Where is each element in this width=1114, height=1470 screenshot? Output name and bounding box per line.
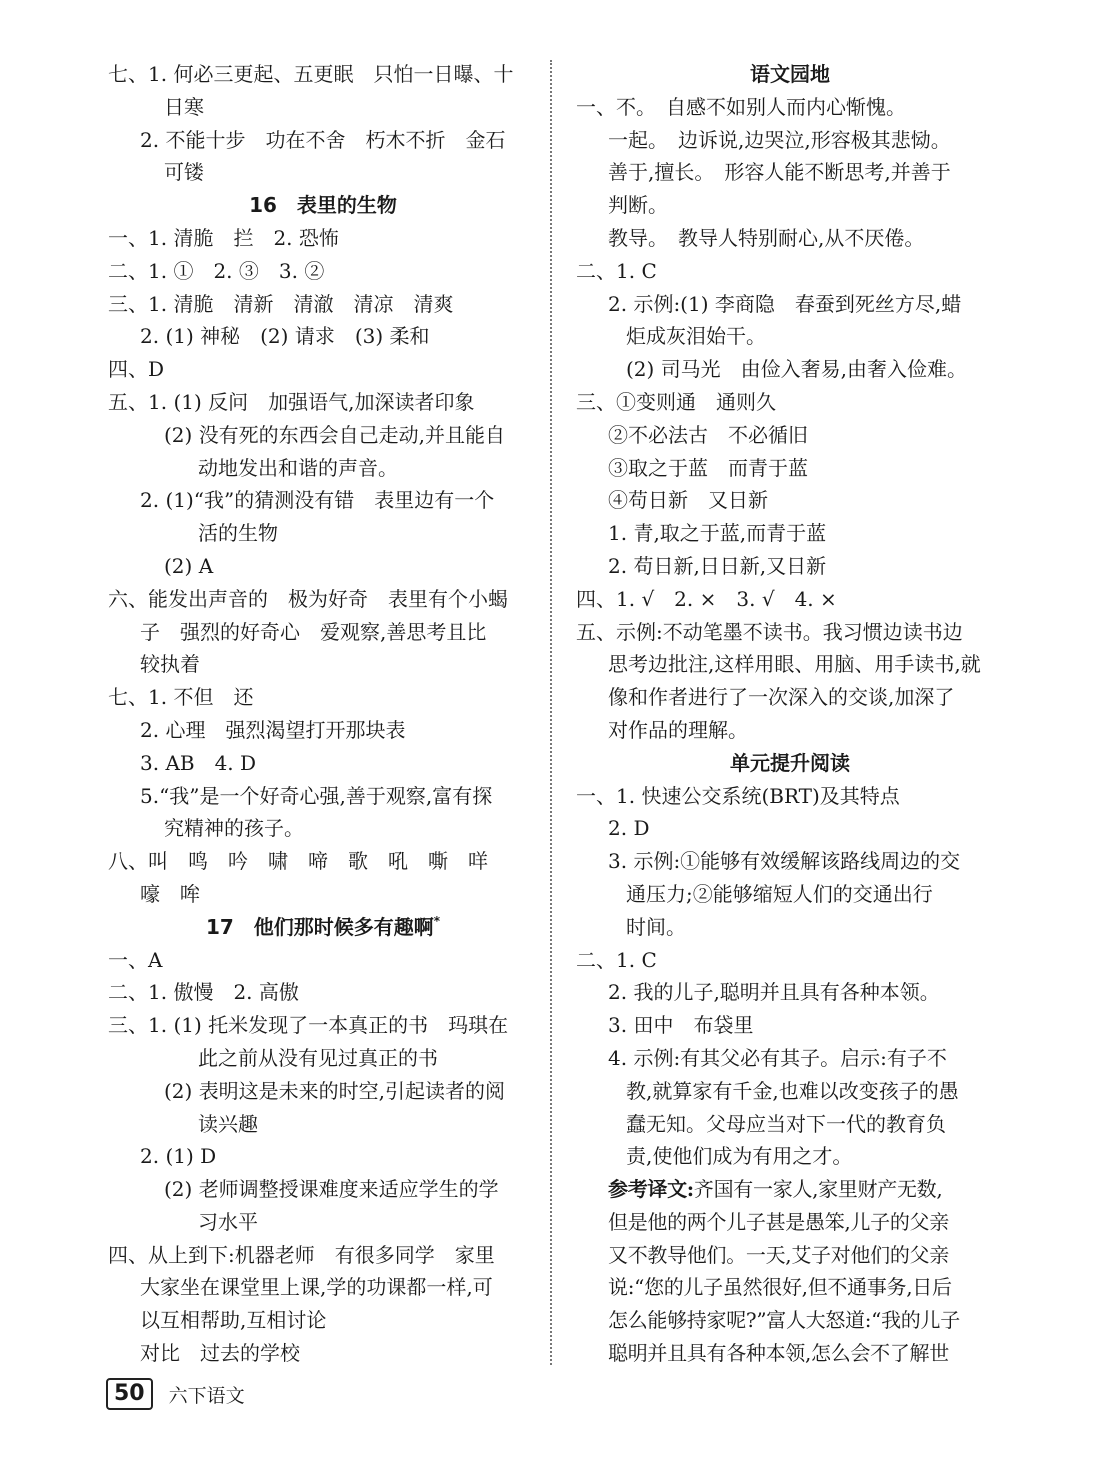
- answer-line: [108, 812, 538, 845]
- answer-text: 嚎 哞: [140, 881, 200, 906]
- answer-text: 怎么能够持家呢?”富人大怒道:“我的儿子: [608, 1308, 960, 1333]
- answer-line: [108, 976, 538, 1009]
- answer-line: [576, 156, 1004, 189]
- answer-text: 像和作者进行了一次深入的交谈,加深了: [608, 685, 955, 710]
- answer-text: 活的生物: [198, 521, 278, 546]
- answer-text: 2. 示例:(1) 李商隐 春蚕到死丝方尽,蜡: [608, 291, 962, 316]
- answer-text: 五、示例:不动笔墨不读书。我习惯边读书边: [576, 619, 963, 644]
- answer-text: 但是他的两个儿子甚是愚笨,儿子的父亲: [608, 1209, 949, 1234]
- answer-text: (2) 司马光 由俭入奢易,由奢入俭难。: [626, 357, 968, 382]
- answer-line: [576, 189, 1004, 222]
- section-heading-text: 16 表里的生物: [249, 193, 397, 218]
- answer-line: [108, 58, 538, 91]
- answer-text: 通压力;②能够缩短人们的交通出行: [626, 881, 933, 906]
- answer-line: [576, 91, 1004, 124]
- answer-line: [576, 1337, 1004, 1370]
- answer-line: [108, 288, 538, 321]
- answer-line: [108, 616, 538, 649]
- answer-line: [108, 386, 538, 419]
- answer-text: 三、1. (1) 托米发现了一本真正的书 玛琪在: [108, 1013, 509, 1038]
- answer-line: [108, 452, 538, 485]
- answer-line: [108, 1304, 538, 1337]
- answer-line: [108, 1239, 538, 1272]
- answer-text: 二、1. ① 2. ③ 3. ②: [108, 258, 325, 283]
- answer-line: [108, 1075, 538, 1108]
- section-heading-text: 17 他们那时候多有趣啊: [205, 914, 434, 939]
- answer-text: 一起。 边诉说,边哭泣,形容极其悲恸。: [608, 127, 951, 152]
- answer-text: (2) 没有死的东西会自己走动,并且能自: [164, 422, 506, 447]
- answer-text: (2) 表明这是未来的时空,引起读者的阅: [164, 1078, 506, 1103]
- answer-text: (2) 老师调整授课难度来适应学生的学: [164, 1177, 499, 1202]
- answer-text: 一、1. 快速公交系统(BRT)及其特点: [576, 783, 900, 808]
- answer-line: [108, 1140, 538, 1173]
- answer-text: 六、能发出声音的 极为好奇 表里有个小蝎: [108, 586, 508, 611]
- answer-line: [108, 320, 538, 353]
- answer-line: [576, 583, 1004, 616]
- answer-text: 齐国有一家人,家里财产无数,: [693, 1177, 943, 1202]
- answer-line: [108, 1206, 538, 1239]
- answer-line: [576, 976, 1004, 1009]
- answer-line: [108, 845, 538, 878]
- answer-line: [108, 484, 538, 517]
- answer-text: 对比 过去的学校: [140, 1341, 300, 1366]
- answer-line: [108, 780, 538, 813]
- answer-text: 3. 示例:①能够有效缓解该路线周边的交: [608, 849, 961, 874]
- answer-text: ③取之于蓝 而青于蓝: [608, 455, 808, 480]
- answer-text: 2. (1)“我”的猜测没有错 表里边有一个: [140, 488, 495, 513]
- answer-text: 五、1. (1) 反问 加强语气,加深读者印象: [108, 389, 475, 414]
- answer-text: 聪明并且具有各种本领,怎么会不了解世: [608, 1341, 949, 1366]
- answer-line: [108, 944, 538, 977]
- page-number: 50: [106, 1378, 153, 1410]
- answer-text: 可镂: [164, 160, 204, 185]
- answer-line: [576, 1009, 1004, 1042]
- answer-text: 动地发出和谐的声音。: [198, 455, 398, 480]
- answer-text: ②不必法古 不必循旧: [608, 422, 808, 447]
- answer-line: [108, 583, 538, 616]
- answer-line: [108, 1271, 538, 1304]
- answer-text: 较执着: [140, 652, 200, 677]
- answer-line: [108, 1108, 538, 1141]
- answer-line: [576, 1173, 1004, 1206]
- answer-line: [576, 812, 1004, 845]
- answer-text: 子 强烈的好奇心 爱观察,善思考且比: [140, 619, 487, 644]
- column-divider: [550, 60, 552, 1365]
- answer-text: 炬成灰泪始干。: [626, 324, 766, 349]
- answer-text: 八、叫 鸣 吟 啸 啼 歌 吼 嘶 咩: [108, 849, 488, 874]
- answer-text: 三、①变则通 通则久: [576, 389, 776, 414]
- answer-line: [108, 648, 538, 681]
- answer-line: [576, 944, 1004, 977]
- section-heading-text: 语文园地: [750, 62, 830, 86]
- answer-text: 2. (1) D: [140, 1144, 217, 1169]
- answer-text: 2. D: [608, 816, 650, 841]
- answer-text: 1. 青,取之于蓝,而青于蓝: [608, 521, 827, 546]
- answer-text: 此之前从没有见过真正的书: [198, 1045, 438, 1070]
- answer-line: [576, 1239, 1004, 1272]
- answer-text: 习水平: [198, 1209, 258, 1234]
- answer-text: 说:“您的儿子虽然很好,但不通事务,日后: [608, 1275, 952, 1300]
- answer-line: [576, 288, 1004, 321]
- section-heading: [108, 189, 538, 222]
- answer-text: ④苟日新 又日新: [608, 488, 768, 513]
- answer-text: 四、D: [108, 357, 165, 382]
- answer-text: 2. (1) 神秘 (2) 请求 (3) 柔和: [140, 324, 430, 349]
- answer-line: [108, 1009, 538, 1042]
- answer-line: [576, 1108, 1004, 1141]
- answer-line: [576, 911, 1004, 944]
- answer-text: 蠢无知。父母应当对下一代的教育负: [626, 1111, 946, 1136]
- answer-line: [576, 550, 1004, 583]
- heading-asterisk: *: [433, 913, 441, 928]
- answer-text: 责,使他们成为有用之才。: [626, 1144, 853, 1169]
- answer-line: [576, 1075, 1004, 1108]
- answer-line: [108, 550, 538, 583]
- answer-line: [576, 1042, 1004, 1075]
- answer-line: [108, 1042, 538, 1075]
- answer-text: 二、1. 傲慢 2. 高傲: [108, 980, 299, 1005]
- answer-text: 日寒: [164, 94, 204, 119]
- answer-text: 二、1. C: [576, 947, 657, 972]
- answer-line: [576, 616, 1004, 649]
- answer-line: [108, 747, 538, 780]
- section-heading: [108, 911, 538, 944]
- section-heading: [576, 58, 1004, 91]
- answer-line: [108, 1173, 538, 1206]
- answer-line: [576, 124, 1004, 157]
- answer-line: [576, 714, 1004, 747]
- answer-line: [576, 878, 1004, 911]
- answer-line: [576, 1206, 1004, 1239]
- right-column: [576, 58, 1004, 1370]
- answer-line: [576, 255, 1004, 288]
- answer-line: [576, 452, 1004, 485]
- reference-translation-label: 参考译文:: [608, 1177, 694, 1202]
- answer-text: 七、1. 何必三更起、五更眠 只怕一日曝、十: [108, 62, 514, 86]
- answer-text: 教导。 教导人特别耐心,从不厌倦。: [608, 225, 925, 250]
- answer-line: [108, 124, 538, 157]
- footer-subject: 六下语文: [168, 1384, 245, 1407]
- answer-text: 5.“我”是一个好奇心强,善于观察,富有探: [140, 783, 493, 808]
- answer-text: 2. 心理 强烈渴望打开那块表: [140, 717, 406, 742]
- answer-line: [108, 681, 538, 714]
- answer-text: 一、不。 自感不如别人而内心惭愧。: [576, 94, 906, 119]
- answer-line: [576, 386, 1004, 419]
- answer-text: 二、1. C: [576, 258, 657, 283]
- answer-line: [576, 517, 1004, 550]
- answer-text: 2. 苟日新,日日新,又日新: [608, 553, 827, 578]
- answer-text: 4. 示例:有其父必有其子。启示:有子不: [608, 1045, 947, 1070]
- answer-text: 究精神的孩子。: [164, 816, 304, 841]
- answer-line: [576, 845, 1004, 878]
- answer-text: 2. 不能十步 功在不舍 朽木不折 金石: [140, 127, 506, 152]
- section-heading-text: 单元提升阅读: [730, 750, 850, 775]
- answer-line: [108, 156, 538, 189]
- answer-text: 读兴趣: [198, 1111, 258, 1136]
- answer-line: [108, 878, 538, 911]
- answer-line: [108, 222, 538, 255]
- answer-text: 又不教导他们。一天,艾子对他们的父亲: [608, 1242, 949, 1267]
- answer-line: [108, 419, 538, 452]
- answer-line: [576, 484, 1004, 517]
- answer-text: 3. 田中 布袋里: [608, 1013, 754, 1038]
- answer-text: 思考边批注,这样用眼、用脑、用手读书,就: [608, 652, 981, 677]
- answer-line: [108, 1337, 538, 1370]
- answer-text: 四、从上到下:机器老师 有很多同学 家里: [108, 1242, 495, 1267]
- answer-text: 对作品的理解。: [608, 717, 748, 742]
- answer-line: [108, 714, 538, 747]
- answer-line: [576, 1271, 1004, 1304]
- answer-line: [576, 681, 1004, 714]
- answer-text: 2. 我的儿子,聪明并且具有各种本领。: [608, 980, 940, 1005]
- answer-line: [108, 517, 538, 550]
- answer-line: [576, 1140, 1004, 1173]
- answer-text: 判断。: [608, 193, 668, 218]
- answer-text: 善于,擅长。 形容人能不断思考,并善于: [608, 160, 951, 185]
- answer-text: 一、A: [108, 947, 163, 972]
- page-footer: [106, 1378, 245, 1410]
- section-heading: [576, 747, 1004, 780]
- answer-line: [576, 353, 1004, 386]
- answer-text: 时间。: [626, 914, 686, 939]
- answer-line: [576, 648, 1004, 681]
- answer-line: [576, 222, 1004, 255]
- answer-text: 3. AB 4. D: [140, 750, 257, 775]
- answer-text: 四、1. √ 2. × 3. √ 4. ×: [576, 586, 837, 611]
- answer-text: 一、1. 清脆 拦 2. 恐怖: [108, 225, 339, 250]
- answer-text: 教,就算家有千金,也难以改变孩子的愚: [626, 1078, 959, 1103]
- answer-line: [576, 1304, 1004, 1337]
- answer-line: [108, 91, 538, 124]
- answer-line: [108, 255, 538, 288]
- answer-text: 以互相帮助,互相讨论: [140, 1308, 327, 1333]
- answer-line: [576, 419, 1004, 452]
- answer-line: [576, 780, 1004, 813]
- answer-text: 大家坐在课堂里上课,学的功课都一样,可: [140, 1275, 493, 1300]
- left-column: [108, 58, 538, 1370]
- answer-text: 七、1. 不但 还: [108, 685, 254, 710]
- answer-text: (2) A: [164, 553, 214, 578]
- answer-line: [576, 320, 1004, 353]
- answer-text: 三、1. 清脆 清新 清澈 清凉 清爽: [108, 291, 454, 316]
- answer-line: [108, 353, 538, 386]
